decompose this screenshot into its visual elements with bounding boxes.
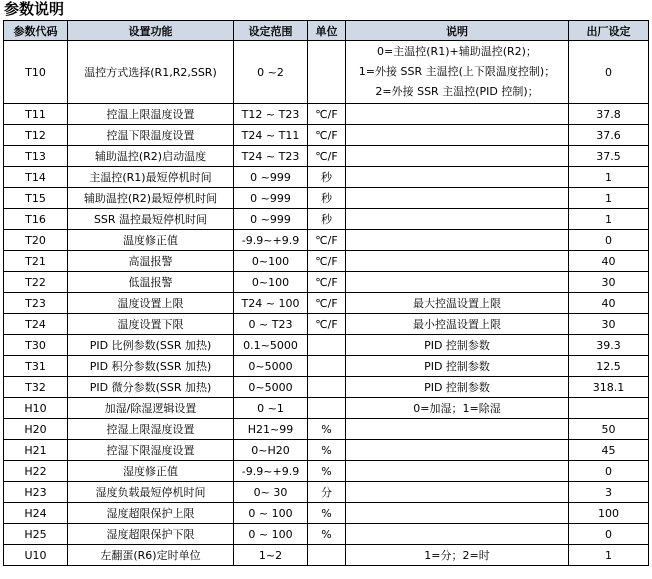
param-code: H10	[4, 398, 68, 419]
table-row	[4, 209, 649, 230]
param-function: SSR 温控最短停机时间	[68, 209, 234, 230]
table-row	[4, 125, 649, 146]
param-description	[346, 461, 569, 482]
param-description	[346, 419, 569, 440]
param-default: 12.5	[569, 356, 649, 377]
param-unit	[308, 398, 346, 419]
param-function: PID 微分参数(SSR 加热)	[68, 377, 234, 398]
description-line: 2=外接 SSR 主温控(PID 控制)；	[375, 85, 539, 98]
table-row	[4, 41, 649, 104]
param-function: 辅助温控(R2)启动温度	[68, 146, 234, 167]
param-code: H24	[4, 503, 68, 524]
param-code: H22	[4, 461, 68, 482]
param-unit: ℃/F	[308, 125, 346, 146]
param-range: 0 ~ 100	[234, 524, 308, 545]
param-description: PID 控制参数	[346, 356, 569, 377]
param-description: PID 控制参数	[346, 335, 569, 356]
param-code: U10	[4, 545, 68, 566]
table-row	[4, 251, 649, 272]
param-code: T30	[4, 335, 68, 356]
param-unit	[308, 377, 346, 398]
param-range: 1~2	[234, 545, 308, 566]
param-code: T20	[4, 230, 68, 251]
param-default: 40	[569, 293, 649, 314]
table-row	[4, 188, 649, 209]
table-row	[4, 272, 649, 293]
param-unit	[308, 545, 346, 566]
param-code: H21	[4, 440, 68, 461]
param-code: H23	[4, 482, 68, 503]
description-line: 1=外接 SSR 主温控(上下限温度控制)；	[358, 65, 556, 78]
table-row	[4, 482, 649, 503]
param-code: T14	[4, 167, 68, 188]
description-line: 0=主温控(R1)+辅助温控(R2)；	[377, 45, 537, 58]
param-unit: %	[308, 440, 346, 461]
param-default: 45	[569, 440, 649, 461]
param-description	[346, 251, 569, 272]
table-row	[4, 398, 649, 419]
param-function: 加湿/除湿逻辑设置	[68, 398, 234, 419]
table-row	[4, 524, 649, 545]
param-code: T15	[4, 188, 68, 209]
param-function: 控温下限温度设置	[68, 125, 234, 146]
param-function: 高温报警	[68, 251, 234, 272]
header-description: 说明	[346, 21, 569, 41]
param-default: 30	[569, 314, 649, 335]
param-unit: ℃/F	[308, 230, 346, 251]
param-code: T22	[4, 272, 68, 293]
param-code: T16	[4, 209, 68, 230]
param-range: 0~5000	[234, 377, 308, 398]
param-unit	[308, 41, 346, 104]
param-default: 40	[569, 251, 649, 272]
param-function: 湿度修正值	[68, 461, 234, 482]
param-range: 0~100	[234, 272, 308, 293]
param-code: T24	[4, 314, 68, 335]
param-default: 0	[569, 230, 649, 251]
param-function: 控温上限温度设置	[68, 104, 234, 125]
param-function: 辅助温控(R2)最短停机时间	[68, 188, 234, 209]
param-range: 0 ~2	[234, 41, 308, 104]
param-description	[346, 272, 569, 293]
param-unit: ℃/F	[308, 293, 346, 314]
param-unit: ℃/F	[308, 251, 346, 272]
param-default: 3	[569, 482, 649, 503]
table-row	[4, 461, 649, 482]
param-unit: 秒	[308, 167, 346, 188]
param-unit: ℃/F	[308, 314, 346, 335]
param-description: 最大控温设置上限	[346, 293, 569, 314]
param-description: 1=分；2=时	[346, 545, 569, 566]
param-default: 37.6	[569, 125, 649, 146]
param-unit: 秒	[308, 209, 346, 230]
table-row	[4, 335, 649, 356]
table-row	[4, 293, 649, 314]
param-function: 温度修正值	[68, 230, 234, 251]
param-range: 0.1~5000	[234, 335, 308, 356]
param-code: T21	[4, 251, 68, 272]
param-range: T24 ~ T11	[234, 125, 308, 146]
param-function: 控湿下限湿度设置	[68, 440, 234, 461]
param-range: H21~99	[234, 419, 308, 440]
param-unit	[308, 356, 346, 377]
param-code: T31	[4, 356, 68, 377]
param-unit: %	[308, 503, 346, 524]
param-unit: ℃/F	[308, 272, 346, 293]
param-code: H25	[4, 524, 68, 545]
param-default: 50	[569, 419, 649, 440]
param-range: -9.9~+9.9	[234, 461, 308, 482]
param-unit: ℃/F	[308, 146, 346, 167]
param-function: 温度设置上限	[68, 293, 234, 314]
param-range: 0 ~999	[234, 209, 308, 230]
param-description	[346, 503, 569, 524]
param-description	[346, 125, 569, 146]
param-code: H20	[4, 419, 68, 440]
table-row	[4, 545, 649, 566]
param-default: 0	[569, 524, 649, 545]
param-range: -9.9~+9.9	[234, 230, 308, 251]
param-default: 37.5	[569, 146, 649, 167]
param-unit: ℃/F	[308, 104, 346, 125]
header-range: 设定范围	[234, 21, 308, 41]
table-row	[4, 356, 649, 377]
param-function: 湿度超限保护上限	[68, 503, 234, 524]
param-description	[346, 104, 569, 125]
param-range: T12 ~ T23	[234, 104, 308, 125]
param-unit: %	[308, 461, 346, 482]
param-description	[346, 188, 569, 209]
param-function: 温度设置下限	[68, 314, 234, 335]
param-default: 1	[569, 188, 649, 209]
header-default: 出厂设定	[569, 21, 649, 41]
param-default: 318.1	[569, 377, 649, 398]
page-title: 参数说明	[4, 0, 65, 18]
param-unit: 分	[308, 482, 346, 503]
param-range: 0~H20	[234, 440, 308, 461]
table-row	[4, 440, 649, 461]
header-function: 设置功能	[68, 21, 234, 41]
param-description	[346, 209, 569, 230]
param-range: 0 ~999	[234, 188, 308, 209]
param-description	[346, 524, 569, 545]
param-range: 0 ~1	[234, 398, 308, 419]
param-description	[346, 230, 569, 251]
param-code: T13	[4, 146, 68, 167]
param-code: T11	[4, 104, 68, 125]
param-range: 0 ~ T23	[234, 314, 308, 335]
param-unit: %	[308, 524, 346, 545]
param-range: 0~ 30	[234, 482, 308, 503]
header-unit: 单位	[308, 21, 346, 41]
param-function: 温控方式选择(R1,R2,SSR)	[68, 41, 234, 104]
param-range: 0 ~999	[234, 167, 308, 188]
param-code: T23	[4, 293, 68, 314]
param-default	[569, 398, 649, 419]
table-row	[4, 377, 649, 398]
param-range: T24 ~ T23	[234, 146, 308, 167]
param-default: 1	[569, 209, 649, 230]
param-function: 湿度超限保护下限	[68, 524, 234, 545]
param-default: 37.8	[569, 104, 649, 125]
table-row	[4, 503, 649, 524]
param-default: 0	[569, 461, 649, 482]
param-function: 左翻蛋(R6)定时单位	[68, 545, 234, 566]
param-unit	[308, 335, 346, 356]
table-row	[4, 230, 649, 251]
param-function: 湿度负载最短停机时间	[68, 482, 234, 503]
param-range: 0 ~ 100	[234, 503, 308, 524]
param-unit: 秒	[308, 188, 346, 209]
param-range: T24 ~ 100	[234, 293, 308, 314]
table-row	[4, 314, 649, 335]
table-header-row	[4, 21, 649, 41]
param-default: 0	[569, 41, 649, 104]
table-row	[4, 419, 649, 440]
parameter-table	[3, 20, 649, 566]
param-function: 主温控(R1)最短停机时间	[68, 167, 234, 188]
param-description	[346, 440, 569, 461]
header-code: 参数代码	[4, 21, 68, 41]
param-range: 0~100	[234, 251, 308, 272]
param-range: 0~5000	[234, 356, 308, 377]
param-unit: %	[308, 419, 346, 440]
param-default: 100	[569, 503, 649, 524]
table-row	[4, 167, 649, 188]
param-description: PID 控制参数	[346, 377, 569, 398]
param-description	[346, 167, 569, 188]
param-default: 39.3	[569, 335, 649, 356]
param-default: 30	[569, 272, 649, 293]
param-code: T10	[4, 41, 68, 104]
param-description	[346, 41, 569, 104]
param-description	[346, 146, 569, 167]
param-function: PID 积分参数(SSR 加热)	[68, 356, 234, 377]
param-description: 0=加湿；1=除湿	[346, 398, 569, 419]
param-default: 1	[569, 545, 649, 566]
table-row	[4, 146, 649, 167]
param-code: T32	[4, 377, 68, 398]
param-description: 最小控温设置上限	[346, 314, 569, 335]
table-row	[4, 104, 649, 125]
param-function: 控湿上限湿度设置	[68, 419, 234, 440]
param-function: PID 比例参数(SSR 加热)	[68, 335, 234, 356]
param-default: 1	[569, 167, 649, 188]
param-description	[346, 482, 569, 503]
param-code: T12	[4, 125, 68, 146]
param-function: 低温报警	[68, 272, 234, 293]
